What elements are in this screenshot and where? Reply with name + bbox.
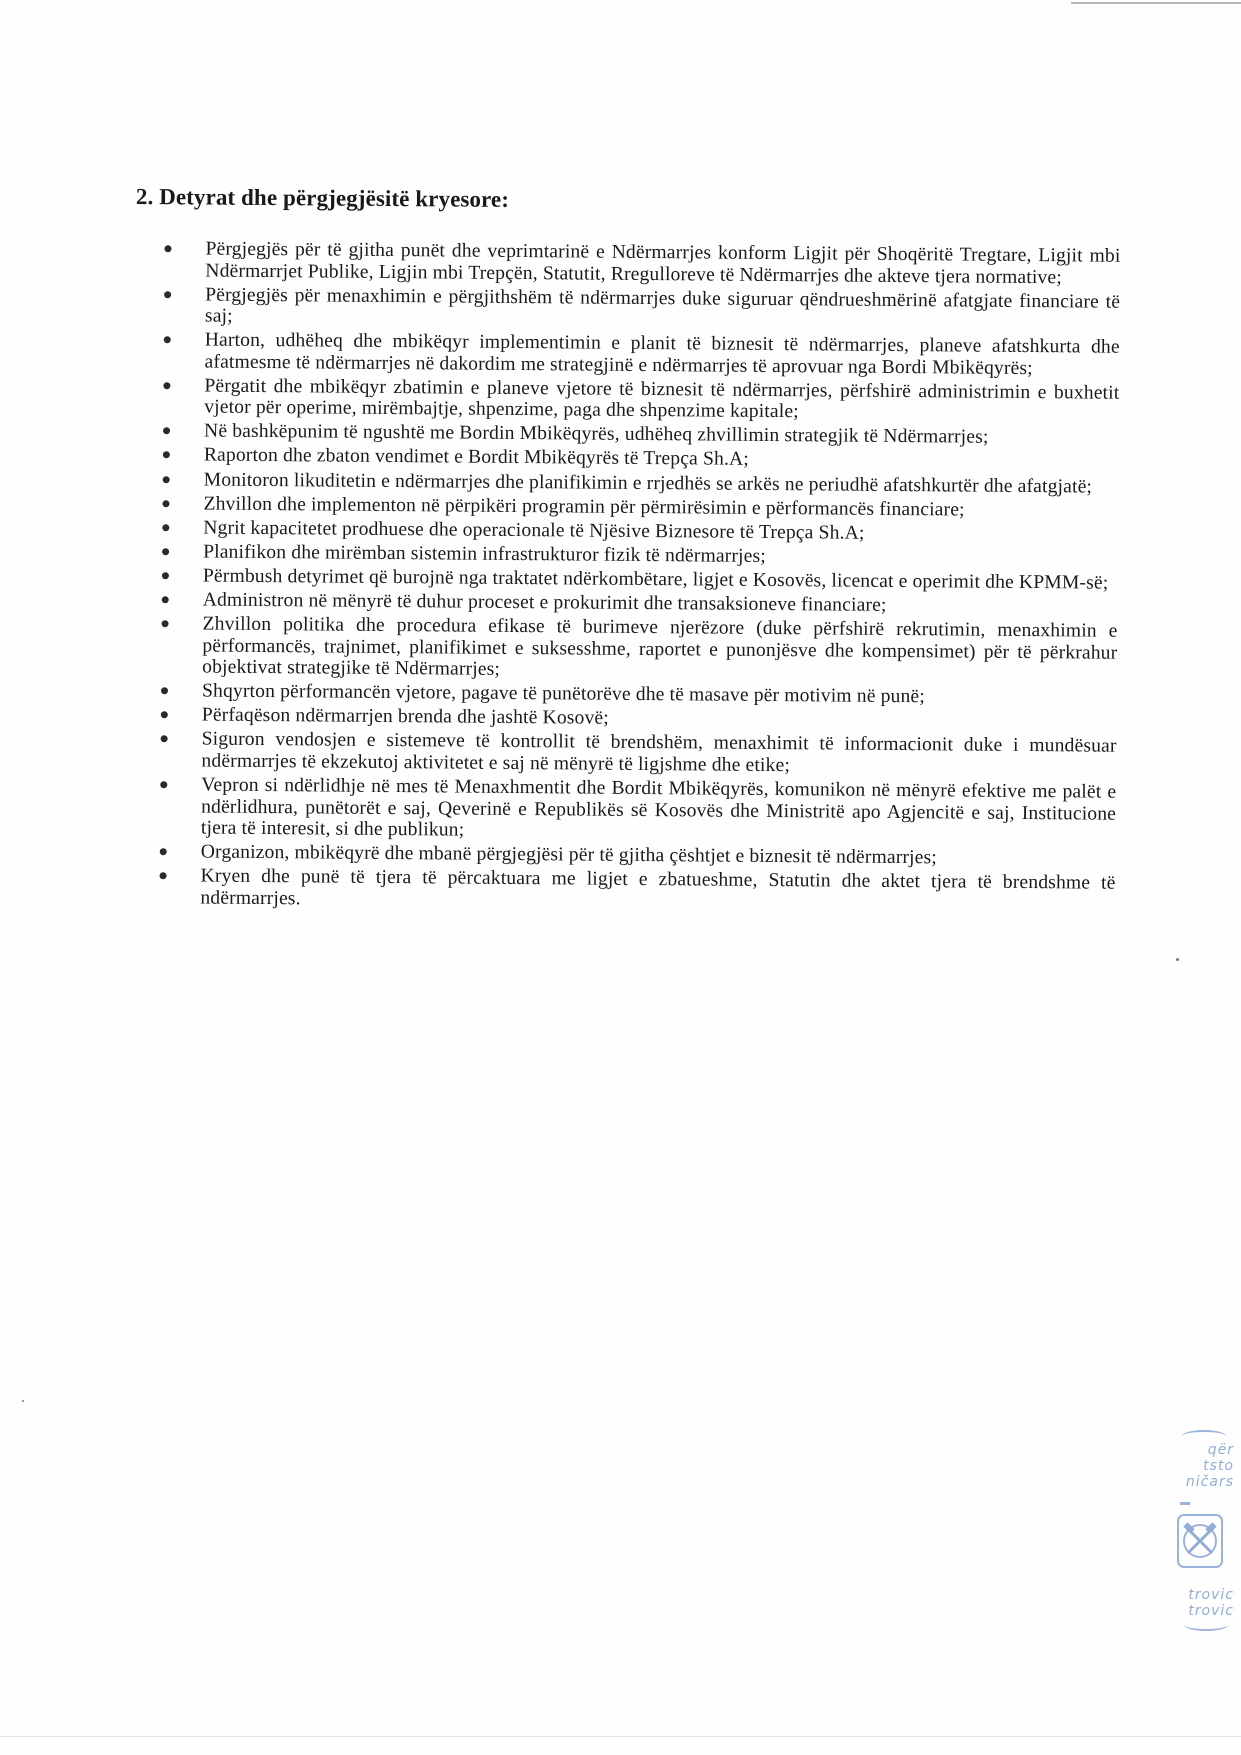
bullet-icon (163, 452, 170, 459)
duty-list-item (134, 375, 1119, 426)
scan-speck (22, 1400, 24, 1402)
duty-text: Përgjegjës për të gjitha punët dhe veprimtarinë e Ndërmarrjes konform Ligjit për Shoqëritë Tregtare, Ligjit mbi Ndërmarrjet Publike, Ligjin mbi Trepçën, Statutit, Rregulloreve të Ndërmarrjes dhe akteve tjera normative; (205, 238, 1121, 288)
section-heading: 2. Detyrat dhe përgjegjësitë kryesore: (135, 184, 510, 212)
scan-edge-line (0, 1736, 1241, 1737)
stamp-text-line: qër (1207, 1442, 1234, 1458)
duty-text: Përgjegjës për menaxhimin e përgjithshëm të ndërmarrjes duke siguruar qëndrueshmërinë afatgjate financiare të saj; (204, 284, 1121, 327)
stamp-text-line: tsto (1203, 1458, 1234, 1474)
bullet-icon (162, 524, 169, 531)
duty-list-item (131, 728, 1116, 779)
bullet-icon (163, 428, 170, 435)
stamp-text-line: ničars (1185, 1474, 1234, 1490)
duty-text: Organizon, mbikëqyrë dhe mbanë përgjegjësi për të gjitha çështjet e biznesit të ndërmarrjes; (200, 841, 937, 869)
bullet-icon (160, 848, 167, 855)
duties-list (130, 238, 1120, 916)
duty-text: Zhvillon dhe implementon në përpikëri programin për përmirësimin e përformancës financiare; (203, 493, 965, 521)
company-stamp (1172, 1430, 1234, 1665)
bullet-icon (161, 712, 168, 719)
bullet-icon (162, 500, 169, 507)
duty-list-item (132, 613, 1117, 685)
duty-text: Harton, udhëheq dhe mbikëqyr implementimin e planit të biznesit të ndërmarrjes, planeve afatshkurta dhe afatmesme të ndërmarrjes në dakordim me strategjinë e ndërmarrjes të aprovuar nga Bordi Mbikëqyrës; (204, 329, 1120, 379)
duty-list-item (135, 238, 1120, 289)
stamp-dash (1180, 1502, 1190, 1505)
duty-text: Raporton dhe zbaton vendimet e Bordit Mbikëqyrës të Trepça Sh.A; (203, 445, 750, 471)
bullet-icon (164, 336, 171, 343)
bullet-icon (162, 572, 169, 579)
bullet-icon (161, 736, 168, 743)
top-edge-rule (1071, 2, 1241, 4)
duty-text: Vepron si ndërlidhje në mes të Menaxhmentit dhe Bordit Mbikëqyrës, komunikon në mënyrë efektive me palët e ndërlidhura, punëtorët e saj, Qeverinë e Republikës së Kosovës dhe Ministritë apo Agjencitë e saj, Institucione tjera të interesit, si dhe publikun; (200, 774, 1117, 841)
bullet-icon (164, 245, 171, 252)
duty-text: Zhvillon politika dhe procedura efikase të burimeve njerëzore (duke përfshirë rekrutimin, menaxhimin e përformancës, trajnimet, planifikimet e suksesshme, raportet e punonjësve dhe kompensimet) për të përkrahur objektivat strategjike të Ndërmarrjes; (202, 613, 1118, 680)
document-content (130, 184, 1121, 918)
bullet-icon (163, 382, 170, 389)
stamp-bottom-arc (1184, 1619, 1228, 1631)
duty-text: Ngrit kapacitetet prodhuese dhe operacionale të Njësive Biznesore të Trepça Sh.A; (203, 517, 865, 544)
duty-text: Shqyrton përformancën vjetore, pagave të punëtorëve dhe të masave për motivim në punë; (201, 680, 926, 708)
duty-text: Monitoron likuditetin e ndërmarrjes dhe planifikimin e rrjedhës se arkës ne periudhë afatshkurtër dhe afatgjatë; (203, 469, 1093, 498)
duty-text: Përgatit dhe mbikëqyr zbatimin e planeve vjetore të biznesit të ndërmarrjes, përfshirë administrimin e buxhetit vjetor për operime, mirëmbajtje, shpenzime, paga dhe shpenzime kapitale; (204, 375, 1120, 423)
duty-text: Përmbush detyrimet që burojnë nga traktatet ndërkombëtare, ligjet e Kosovës, licencat e operimit dhe KPMM-së; (202, 565, 1109, 594)
crossed-hammers-icon (1176, 1513, 1224, 1569)
bullet-icon (164, 291, 171, 298)
bullet-icon (162, 596, 169, 603)
duty-list-item (131, 774, 1116, 846)
duty-list-item (130, 865, 1115, 916)
scan-speck (1176, 958, 1179, 961)
bullet-icon (160, 781, 167, 788)
stamp-text-line: trovic (1188, 1587, 1234, 1603)
duty-text: Kryen dhe punë të tjera të përcaktuara me ligjet e zbatueshme, Statutin dhe aktet tjera të brendshme të ndërmarrjes. (200, 865, 1116, 910)
bullet-icon (162, 548, 169, 555)
duty-list-item (135, 329, 1120, 380)
duty-text: Planifikon dhe mirëmban sistemin infrastrukturor fizik të ndërmarrjes; (203, 541, 766, 567)
duty-text: Përfaqëson ndërmarrjen brenda dhe jashtë Kosovë; (201, 704, 609, 730)
stamp-text-line: trovic (1188, 1603, 1234, 1619)
bullet-icon (162, 620, 169, 627)
bullet-icon (160, 872, 167, 879)
stamp-top-arc (1182, 1430, 1226, 1442)
bullet-icon (163, 476, 170, 483)
bullet-icon (161, 687, 168, 694)
duty-text: Administron në mënyrë të duhur proceset e prokurimit dhe transaksioneve financiare; (202, 589, 887, 616)
duty-list-item (135, 284, 1120, 335)
duty-text: Siguron vendosjen e sistemeve të kontrollit të brendshëm, menaxhimit të informacionit duke i mundësuar ndërmarrjes të ekzekutoj aktivitetet e saj në mënyrë të ligjshme dhe etike; (201, 728, 1117, 777)
duty-text: Në bashkëpunim të ngushtë me Bordin Mbikëqyrës, udhëheq zhvillimin strategjik të Ndërmarrjes; (203, 420, 989, 449)
